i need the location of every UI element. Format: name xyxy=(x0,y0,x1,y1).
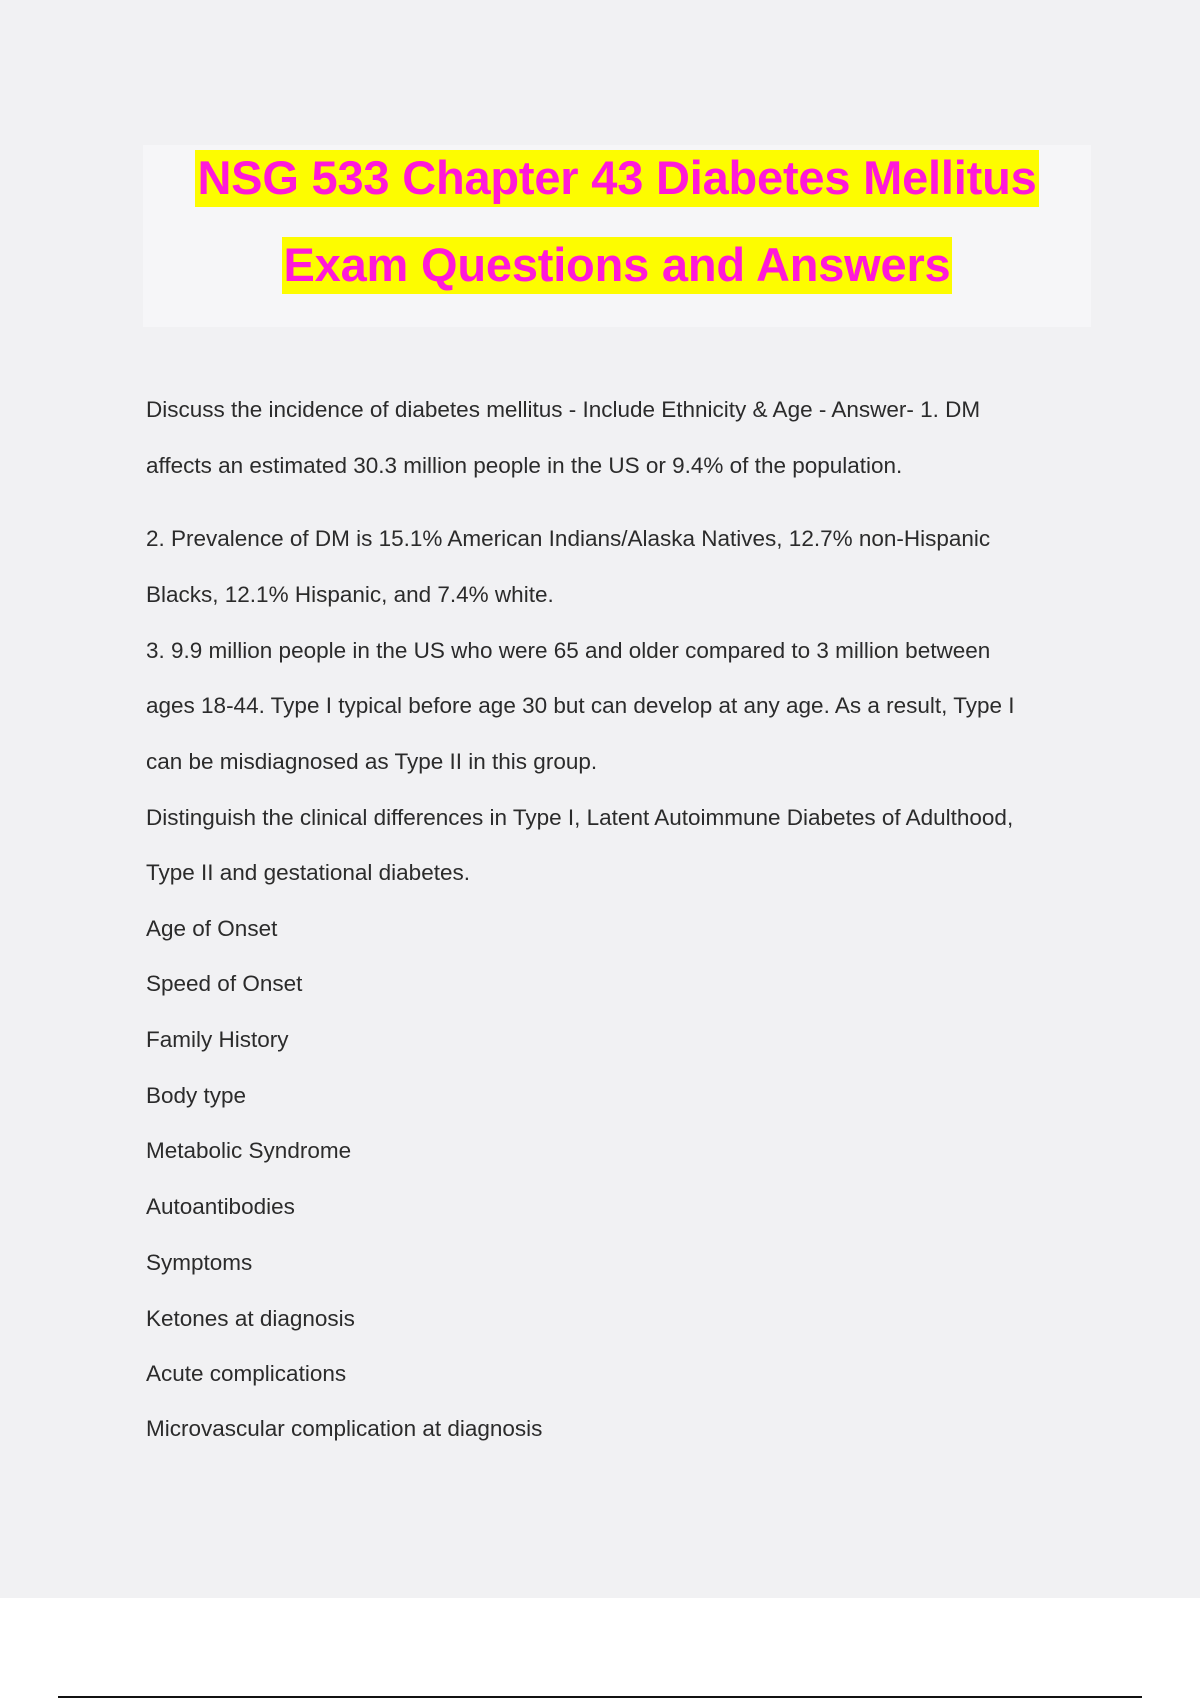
document-title-line-1: NSG 533 Chapter 43 Diabetes Mellitus xyxy=(195,150,1038,207)
list-item: Metabolic Syndrome xyxy=(146,1138,352,1163)
body-line: affects an estimated 30.3 million people in the US or 9.4% of the population. xyxy=(146,453,903,478)
list-item: Body type xyxy=(146,1083,247,1108)
list-item: Microvascular complication at diagnosis xyxy=(146,1416,543,1441)
body-line: 2. Prevalence of DM is 15.1% American Indians/Alaska Natives, 12.7% non-Hispanic xyxy=(146,526,991,551)
footer-divider xyxy=(58,1696,1142,1698)
body-line: can be misdiagnosed as Type II in this group. xyxy=(146,749,598,774)
list-item: Speed of Onset xyxy=(146,971,303,996)
body-line: ages 18-44. Type I typical before age 30 but can develop at any age. As a result, Type I xyxy=(146,693,1015,718)
title-block xyxy=(143,145,1091,327)
list-item: Symptoms xyxy=(146,1250,253,1275)
list-item: Acute complications xyxy=(146,1361,347,1386)
list-item: Age of Onset xyxy=(146,916,278,941)
list-item: Autoantibodies xyxy=(146,1194,295,1219)
body-line: Type II and gestational diabetes. xyxy=(146,860,470,885)
document-title-line-2: Exam Questions and Answers xyxy=(282,237,953,294)
body-line: 3. 9.9 million people in the US who were 65 and older compared to 3 million between xyxy=(146,638,991,663)
list-item: Family History xyxy=(146,1027,289,1052)
list-item: Ketones at diagnosis xyxy=(146,1306,355,1331)
body-line: Discuss the incidence of diabetes mellitus - Include Ethnicity & Age - Answer- 1. DM xyxy=(146,397,981,422)
body-line: Blacks, 12.1% Hispanic, and 7.4% white. xyxy=(146,582,554,607)
body-line: Distinguish the clinical differences in Type I, Latent Autoimmune Diabetes of Adulthood, xyxy=(146,805,1014,830)
